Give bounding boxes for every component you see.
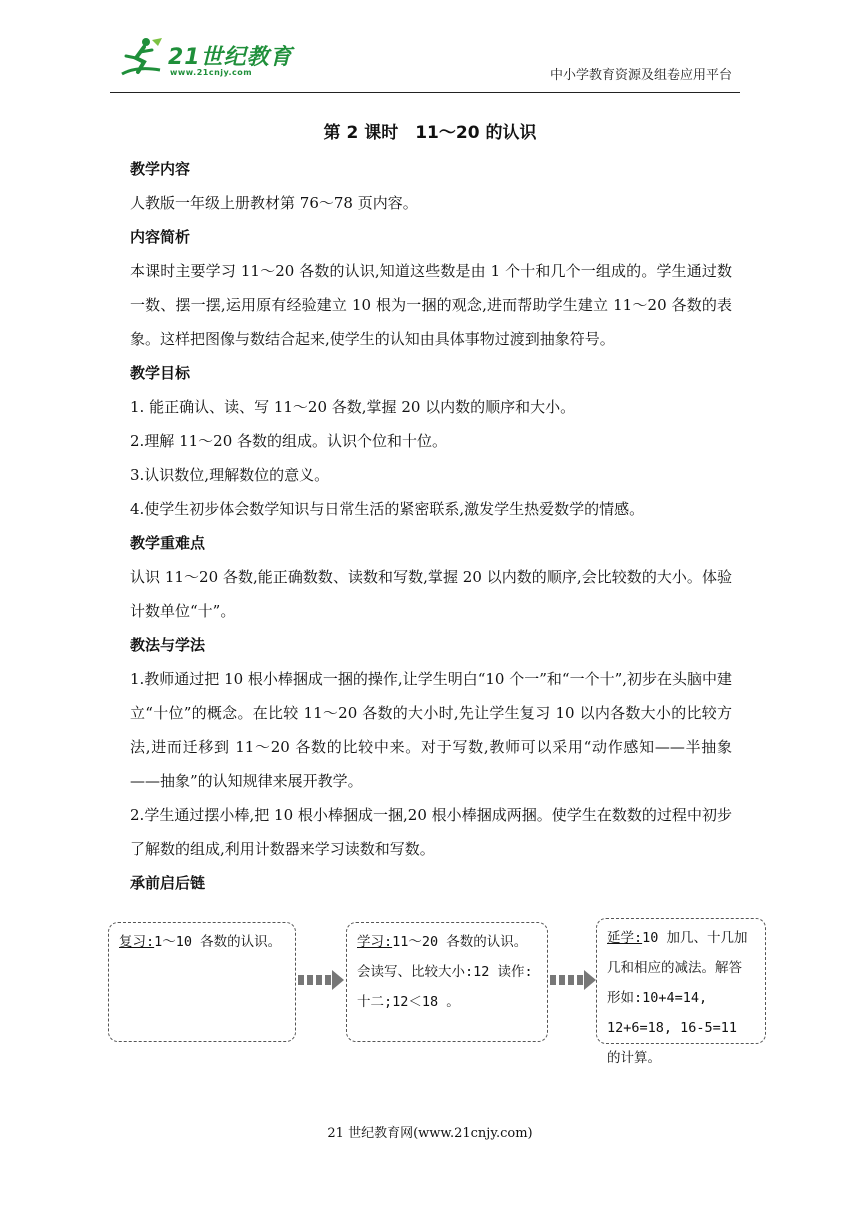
extend-text: 10 加几、十几加几和相应的减法。解答形如:10+4=14, 12+6=18, 16-5=11 的计算。	[607, 930, 748, 1066]
page-footer: 21 世纪教育网(www.21cnjy.com)	[327, 1126, 533, 1141]
knowledge-chain	[108, 918, 768, 1066]
extend-box	[596, 918, 766, 1066]
review-label: 复习:	[119, 934, 155, 950]
logo-url: www.21cnjy.com	[170, 68, 253, 77]
arrow-right-icon	[298, 970, 344, 990]
arrow-right-icon	[550, 970, 596, 990]
lesson-content	[130, 152, 732, 900]
platform-name: 中小学教育资源及组卷应用平台	[549, 68, 732, 83]
learn-text: 11～20 各数的认识。会读写、比较大小:12 读作:十二;12＜18 。	[357, 934, 533, 1010]
learn-box	[346, 922, 548, 1042]
paragraph: 人教版一年级上册教材第 76～78 页内容。	[130, 194, 418, 212]
paragraph: 认识 11～20 各数,能正确数数、读数和写数,掌握 20 以内数的顺序,会比较数的大小。体验计数单位“十”。	[130, 568, 732, 620]
paragraph: 1.教师通过把 10 根小棒捆成一捆的操作,让学生明白“10 个一”和“一个十”,初步在头脑中建立“十位”的概念。在比较 11～20 各数的大小时,先让学生复习 10 以内各数大小的比较方法,进而迁移到 11～20 各数的比较中来。对于写数,教师可以采用“动作感知——半抽象——抽象”的认知规律来展开教学。	[130, 670, 733, 790]
logo	[116, 36, 296, 82]
section-heading: 教学内容	[130, 160, 191, 178]
section-heading: 内容简析	[130, 228, 191, 246]
paragraph: 本课时主要学习 11～20 各数的认识,知道这些数是由 1 个十和几个一组成的。学生通过数一数、摆一摆,运用原有经验建立 10 根为一捆的观念,进而帮助学生建立 11～20 各数的表象。这样把图像与数结合起来,使学生的认知由具体事物过渡到抽象符号。	[130, 262, 732, 348]
runner-logo-icon	[116, 36, 166, 82]
section-heading: 教法与学法	[130, 636, 206, 654]
review-box	[108, 922, 296, 1042]
extend-label: 延学:	[607, 930, 643, 946]
paragraph: 3.认识数位,理解数位的意义。	[130, 466, 330, 484]
paragraph: 1. 能正确认、读、写 11～20 各数,掌握 20 以内数的顺序和大小。	[130, 398, 576, 416]
review-text: 1～10 各数的认识。	[154, 934, 282, 950]
logo-text: 21世纪教育	[168, 45, 293, 70]
section-heading: 教学目标	[130, 364, 191, 382]
learn-label: 学习:	[357, 934, 393, 950]
lesson-title: 第 2 课时 11～20 的认识	[323, 123, 537, 143]
paragraph: 2.理解 11～20 各数的组成。认识个位和十位。	[130, 432, 448, 450]
page-header	[110, 34, 740, 93]
paragraph: 4.使学生初步体会数学知识与日常生活的紧密联系,激发学生热爱数学的情感。	[130, 500, 645, 518]
section-heading: 教学重难点	[130, 534, 206, 552]
paragraph: 2.学生通过摆小棒,把 10 根小棒捆成一捆,20 根小棒捆成两捆。使学生在数数的过程中初步了解数的组成,利用计数器来学习读数和写数。	[130, 806, 732, 858]
section-heading: 承前启后链	[130, 874, 206, 892]
